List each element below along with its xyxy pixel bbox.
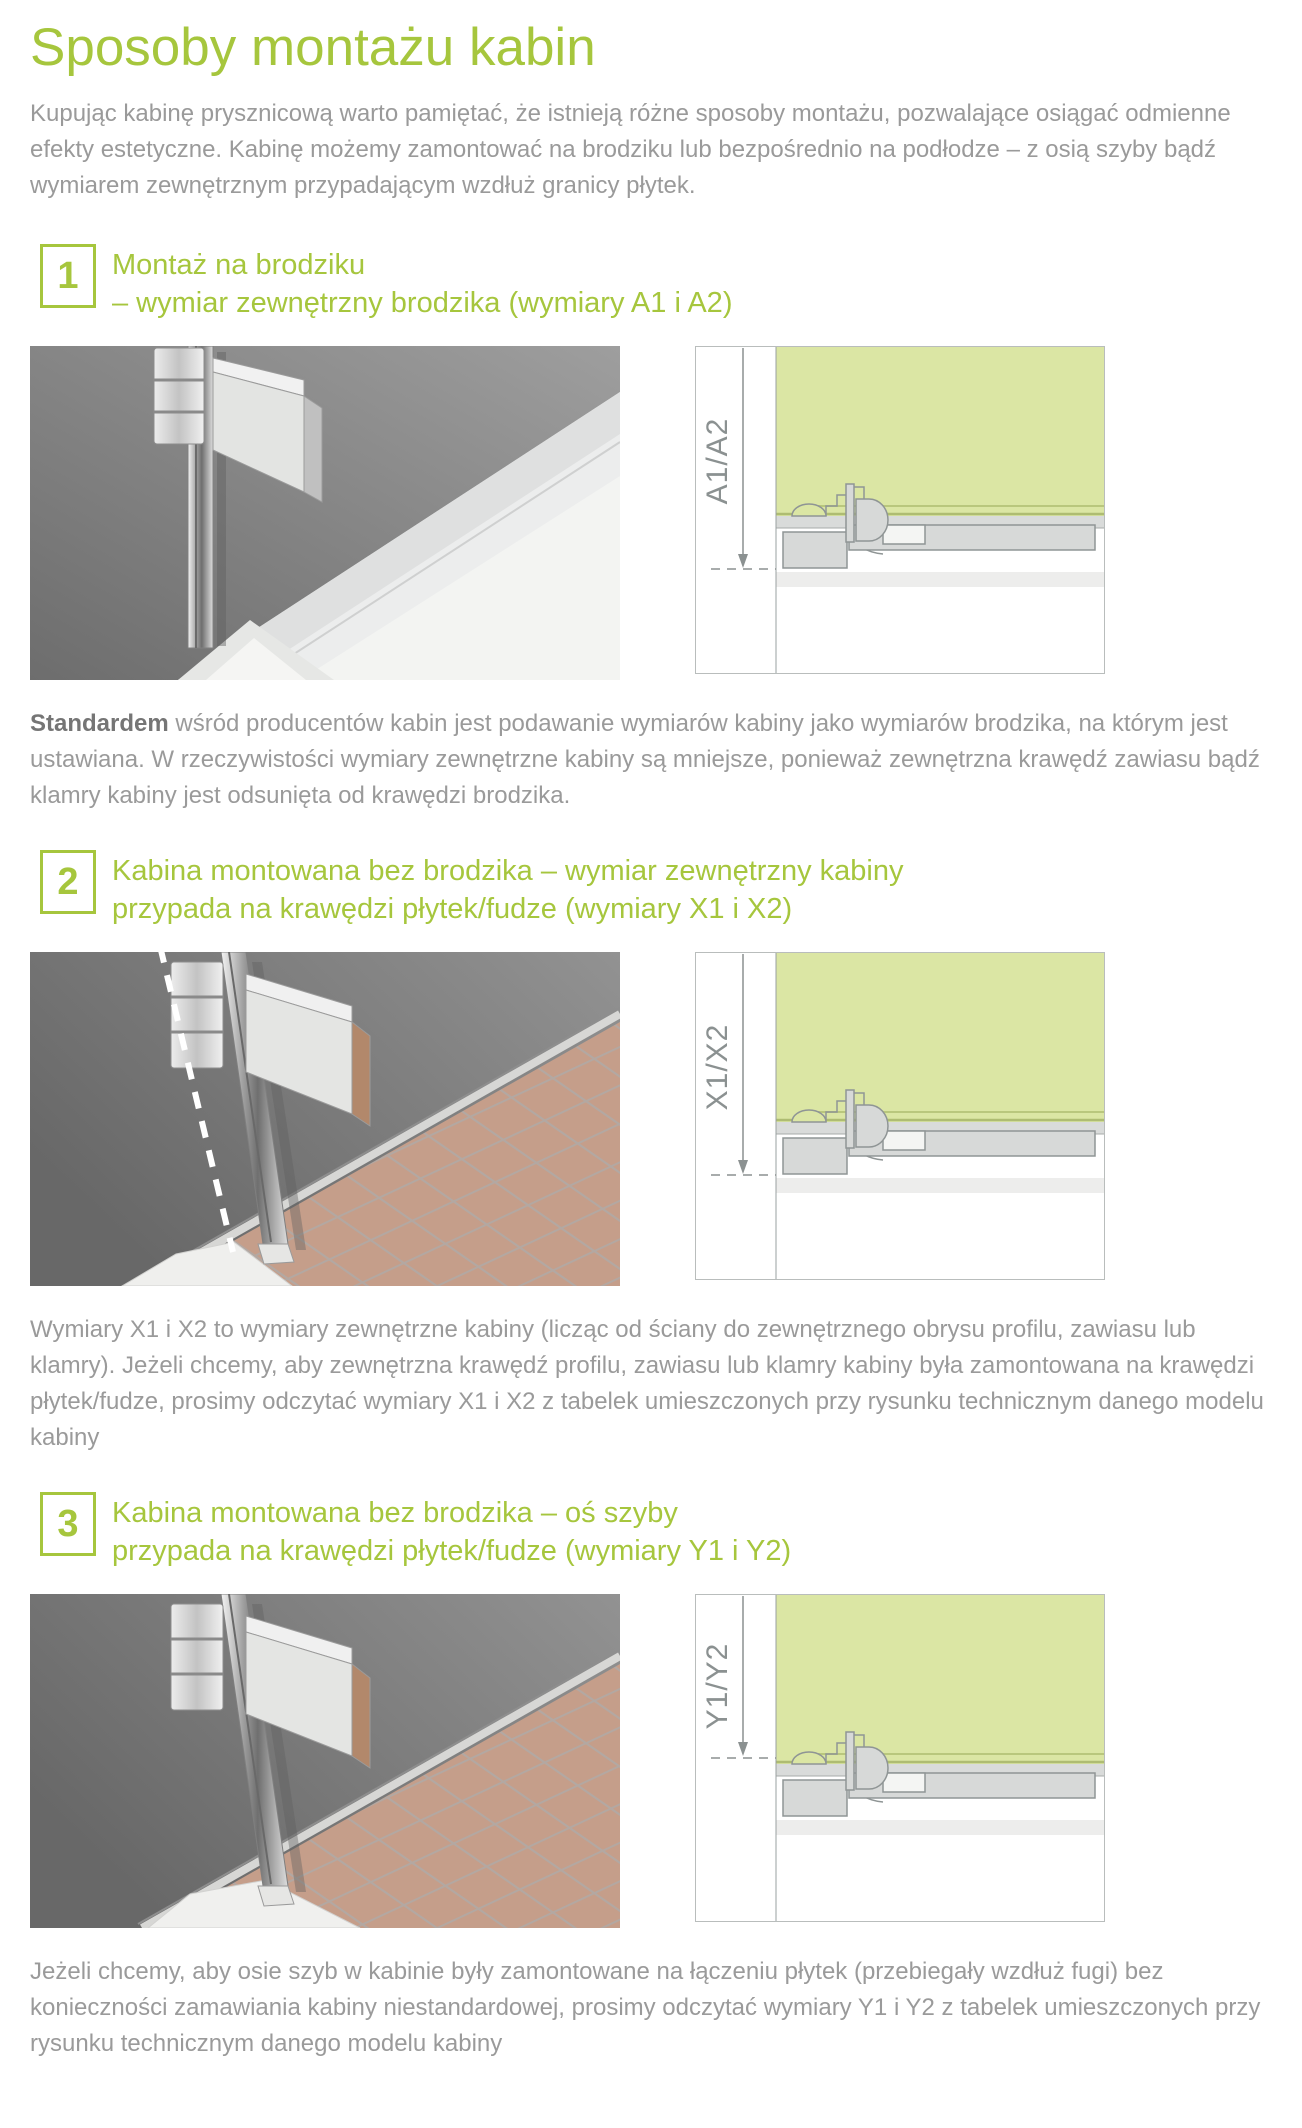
diagram-figure [695,952,1105,1280]
floor-base-layer [776,572,1104,587]
section-heading-line2: przypada na krawędzi płytek/fudze (wymiary Y1 i Y2) [112,1534,792,1567]
section [30,850,1272,1456]
photo-figure [30,346,620,680]
section-heading [112,1494,791,1570]
profile-foot [258,1886,294,1906]
section-paragraph [30,1312,1272,1456]
sections-container [30,244,1272,2062]
section-heading [112,246,732,322]
hinge-plate [171,1604,223,1710]
technical-cross-section-diagram [695,952,1105,1280]
glass-panel [776,1595,1104,1764]
photo-hinge-on-shower-tray [30,346,620,680]
section-number: 1 [57,254,79,297]
diagram-figure [695,346,1105,674]
figure-row [30,1594,1272,1928]
profile-foot [258,1244,294,1264]
section-number-box [40,244,96,308]
section-heading [112,852,903,928]
section-number-box [40,1492,96,1556]
figure-row [30,952,1272,1286]
section-number: 3 [57,1502,79,1545]
section-paragraph-rest: Jeżeli chcemy, aby osie szyb w kabinie były zamontowane na łączeniu płytek (przebiegały wzdłuż fugi) bez konieczności zamawiania kabiny niestandardowej, prosimy odczytać wymiary Y1 i Y2 z tabelek umieszczonych przy rysunku technicznym danego modelu kabiny [30,1957,1261,2057]
hinge-plate [154,348,204,444]
glass-panel [776,953,1104,1122]
section-header [30,850,1272,928]
section-header [30,244,1272,322]
section-number-box [40,850,96,914]
photo-figure [30,952,620,1286]
diagram-figure [695,1594,1105,1922]
section [30,244,1272,814]
section-heading-line2: – wymiar zewnętrzny brodzika (wymiary A1 i A2) [112,286,733,319]
dimension-label: X1/X2 [701,1023,734,1110]
dimension-label: A1/A2 [701,417,734,504]
page-title: Sposoby montażu kabin [30,18,596,77]
section-paragraph [30,706,1272,814]
figure-row [30,346,1272,680]
section-heading-line1: Kabina montowana bez brodzika – wymiar zewnętrzny kabiny [112,854,904,887]
technical-cross-section-diagram [695,346,1105,674]
technical-cross-section-diagram [695,1594,1105,1922]
intro-paragraph: Kupując kabinę prysznicową warto pamiętać, że istnieją różne sposoby montażu, pozwalające osiągać odmienne efekty estetyczne. Kabinę możemy zamontować na brodziku lub bezpośrednio na podłodze – z osią szyby bądź wymiarem zewnętrznym przypadającym wzdłuż granicy płytek. [30,99,1231,199]
section-paragraph [30,1954,1272,2062]
photo-hinge-on-tiles-with-axis-line [30,952,620,1286]
floor-base-layer [776,1178,1104,1193]
dimension-label: Y1/Y2 [701,1642,734,1729]
glass-panel [776,347,1104,516]
section-heading-line2: przypada na krawędzi płytek/fudze (wymiary X1 i X2) [112,892,793,925]
section-paragraph-rest: Wymiary X1 i X2 to wymiary zewnętrzne kabiny (licząc od ściany do zewnętrznego obrysu profilu, zawiasu lub klamry). Jeżeli chcemy, aby zewnętrzna krawędź profilu, zawiasu lub klamry kabiny była zamontowana na krawędzi płytek/fudze, prosimy odczytać wymiary X1 i X2 z tabelek umieszczonych przy rysunku technicznym danego modelu kabiny [30,1315,1264,1451]
photo-hinge-on-tiles [30,1594,620,1928]
section-paragraph-lead: Standardem [30,709,169,737]
section-heading-line1: Montaż na brodziku [112,248,366,281]
section-heading-line1: Kabina montowana bez brodzika – oś szyby [112,1496,678,1529]
floor-base-layer [776,1820,1104,1835]
section-number: 2 [57,860,79,903]
section-header [30,1492,1272,1570]
section-paragraph-rest: wśród producentów kabin jest podawanie wymiarów kabiny jako wymiarów brodzika, na którym jest ustawiana. W rzeczywistości wymiary zewnętrzne kabiny są mniejsze, ponieważ zewnętrzna krawędź zawiasu bądź klamry kabiny jest odsunięta od krawędzi brodzika. [30,709,1260,809]
photo-figure [30,1594,620,1928]
section [30,1492,1272,2062]
